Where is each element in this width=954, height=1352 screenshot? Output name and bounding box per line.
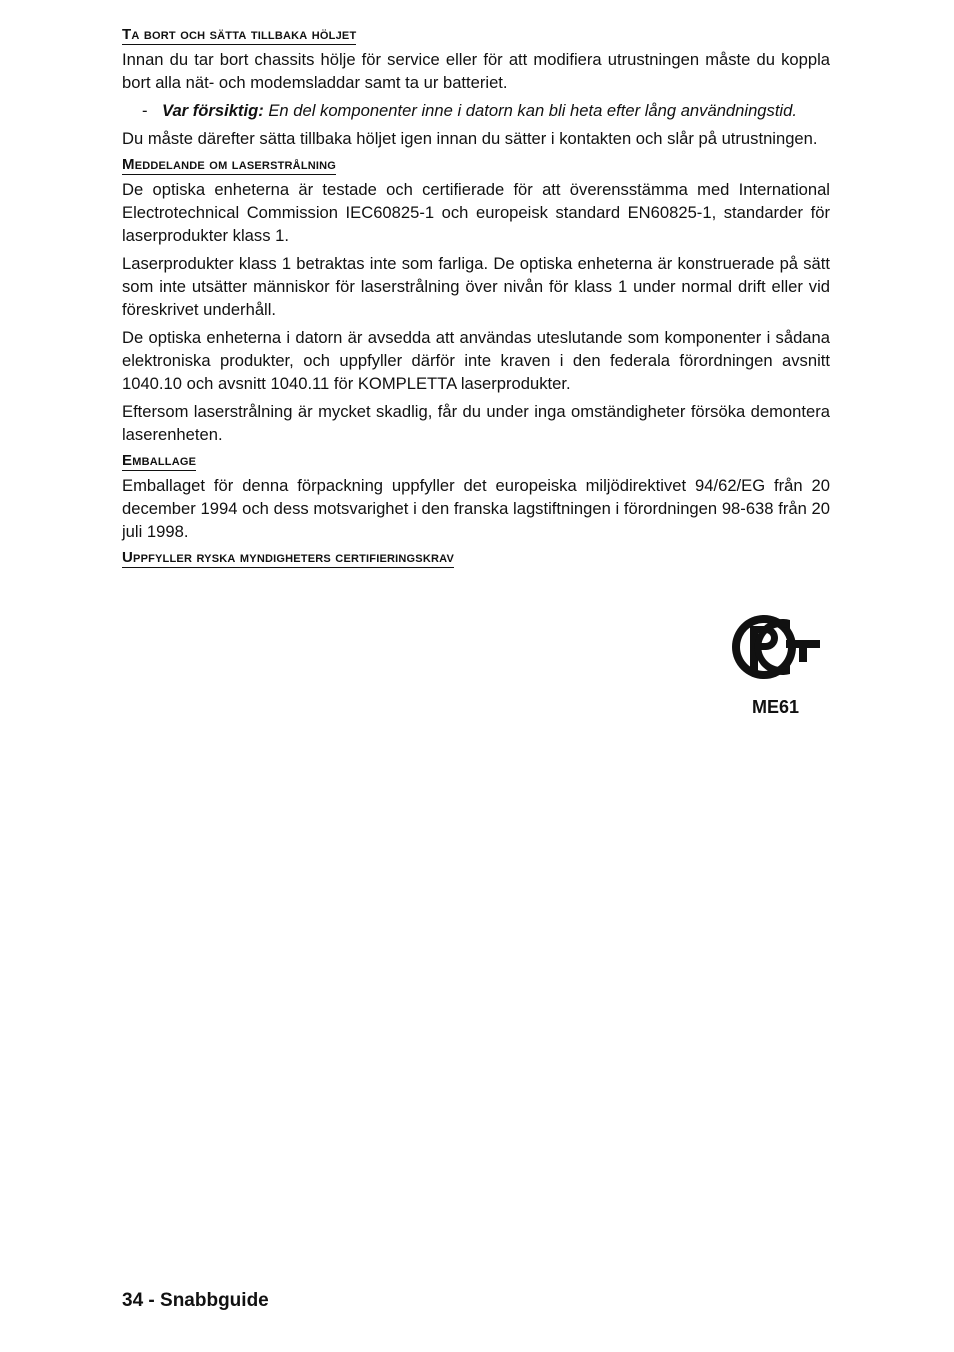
section-remove-cover [122, 26, 830, 150]
caution-note [122, 99, 830, 122]
section-laser [122, 156, 830, 446]
list-dash: - [142, 101, 148, 120]
gost-r-certification-mark-icon [730, 612, 822, 682]
caution-text: En del komponenter inne i datorn kan bli heta efter lång användningstid. [268, 101, 797, 120]
paragraph: De optiska enheterna är testade och certifierade för att överensstämma med International Electrotechnical Commission IEC60825-1 och europeisk standard EN60825-1, standarder för laserprodukter klass 1. [122, 180, 830, 245]
certification-code: ME61 [752, 697, 800, 717]
paragraph: Emballaget för denna förpackning uppfyller det europeiska miljödirektivet 94/62/EG från 20 december 1994 och dess motsvarighet i den franska lagstiftningen i förordningen 98-638 från 20 juli 1998. [122, 476, 830, 541]
section-heading: Meddelande om laserstrålning [122, 156, 337, 173]
paragraph: Eftersom laserstrålning är mycket skadlig, får du under inga omständigheter försöka demontera laserenheten. [122, 402, 830, 444]
section-heading: Uppfyller ryska myndigheters certifieringskrav [122, 549, 455, 566]
paragraph: De optiska enheterna i datorn är avsedda att användas uteslutande som komponenter i sådana elektroniska produkter, och uppfyller därför inte kraven i den federala förordningen avsnitt 1040.10 och avsnitt 1040.11 för KOMPLETTA laserprodukter. [122, 328, 830, 393]
section-heading: Emballage [122, 452, 197, 469]
paragraph: Laserprodukter klass 1 betraktas inte som farliga. De optiska enheterna är konstruerade på sätt som inte utsätter människor för laserstrålning över nivån för klass 1 under normal drift eller vid föreskrivet underhåll. [122, 254, 830, 319]
document-body [122, 26, 830, 577]
section-russian-cert [122, 549, 830, 571]
section-packaging [122, 452, 830, 543]
section-heading: Ta bort och sätta tillbaka höljet [122, 26, 357, 43]
page-footer: 34 - Snabbguide [122, 1290, 269, 1311]
caution-label: Var försiktig: [162, 101, 264, 120]
paragraph: Du måste därefter sätta tillbaka höljet igen innan du sätter i kontakten och slår på utrustningen. [122, 129, 818, 148]
paragraph: Innan du tar bort chassits hölje för service eller för att modifiera utrustningen måste du koppla bort alla nät- och modemsladdar samt ta ur batteriet. [122, 50, 830, 92]
